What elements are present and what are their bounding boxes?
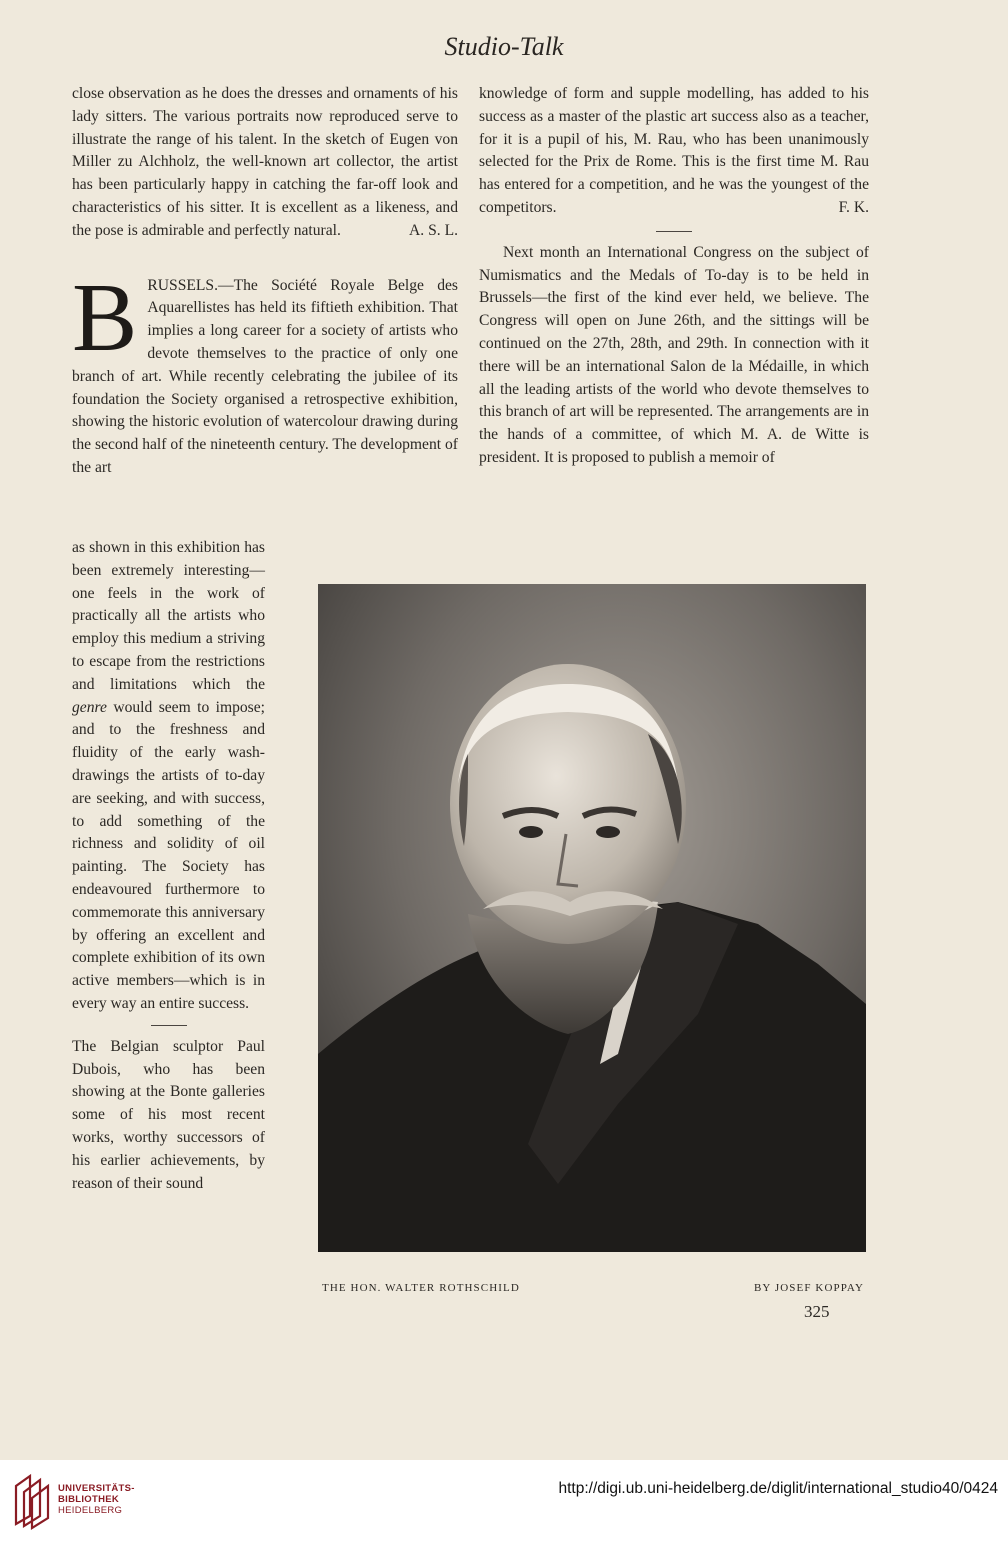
paragraph-text: knowledge of form and supple modelling, has added to his success as a master of the plastic art success also as a teacher, for it is a pupil of his, M. Rau, who has been unanimously selected for the Prix de Rome. This is the first time M. Rau has entered for a competition, and he was the youngest of the competitors. xyxy=(479,85,869,216)
author-signature: A. S. L. xyxy=(409,221,458,239)
paragraph-text: as shown in this exhibition has been extremely interesting—one feels in the work of practically all the artists who employ this medium a striving to escape from the restrictions and limitations which the xyxy=(72,539,265,693)
library-footer xyxy=(0,1460,1008,1542)
paragraph-text: Next month an International Congress on the subject of Numismatics and the Medals of To-day is to be held in Brussels—the first of the kind ever held, we believe. The Congress will open on June 26th, and the sittings will be continued on the 27th, 28th, and 29th. In connection with it there will be an international Salon de la Médaille, in which all the leading artists of the world who devote themselves to this branch of art will be represented. The arrangements are in the hands of a committee, of which M. A. de Witte is president. It is proposed to publish a memoir of xyxy=(479,243,869,466)
portrait-photograph xyxy=(318,584,866,1252)
drop-cap: B xyxy=(72,263,138,372)
paragraph-brussels xyxy=(72,263,458,480)
library-name-line: BIBLIOTHEK xyxy=(58,1494,120,1505)
library-name-line: UNIVERSITÄTS- xyxy=(58,1483,135,1494)
library-name-line: HEIDELBERG xyxy=(58,1505,123,1516)
right-column xyxy=(479,83,869,470)
source-url-link[interactable]: http://digi.ub.uni-heidelberg.de/diglit/international_studio40/0424 xyxy=(558,1480,998,1497)
page-number: 325 xyxy=(804,1302,830,1321)
left-column xyxy=(72,83,458,480)
running-head: Studio-Talk xyxy=(444,32,564,61)
paragraph-text: RUSSELS.—The Société Royale Belge des Aquarellistes has held its fiftieth exhibition. That implies a long career for a society of artists who devote themselves to the practice of only one branch of art. While recently celebrating the jubilee of its foundation the Society organised a retrospective exhibition, showing the historic evolution of watercolour drawing during the second half of the nineteenth century. The development of the art xyxy=(72,276,458,476)
paragraph-brussels-continued xyxy=(72,537,265,1016)
paragraph-text: close observation as he does the dresses and ornaments of his lady sitters. The various portraits now reproduced serve to illustrate the range of his talent. In the sketch of Eugen von Miller zu Alchholz, the well-known art collector, the artist has been particularly happy in catching the far-off look and characteristics of his sitter. It is excellent as a likeness, and the pose is admirable and perfectly natural. xyxy=(72,85,458,239)
paragraph-text: would seem to impose; and to the freshness and fluidity of the early wash-drawings the artists of to-day are seeking, and with success, to add something of the richness and solidity of oil painting. The Society has endeavoured furthermore to commemorate this anniversary by offering an excellent and complete exhibition of its own active members—which is in every way an entire success. xyxy=(72,698,265,1012)
author-signature: F. K. xyxy=(838,198,869,216)
paragraph-portrait-review xyxy=(72,83,458,243)
section-divider xyxy=(656,231,692,232)
figure-caption-artist: BY JOSEF KOPPAY xyxy=(753,1282,864,1294)
italic-word: genre xyxy=(72,698,107,716)
paragraph-dubois xyxy=(72,1036,265,1196)
section-divider xyxy=(151,1025,187,1026)
library-logo-icon xyxy=(10,1472,52,1530)
figure-caption-title: THE HON. WALTER ROTHSCHILD xyxy=(322,1282,520,1294)
paragraph-dubois-continued xyxy=(479,83,869,220)
paragraph-text: The Belgian sculptor Paul Dubois, who has been showing at the Bonte galleries some of his most recent works, worthy successors of his earlier achievements, by reason of their sound xyxy=(72,1037,265,1192)
paragraph-numismatics xyxy=(479,242,869,470)
narrow-column xyxy=(72,537,265,1195)
